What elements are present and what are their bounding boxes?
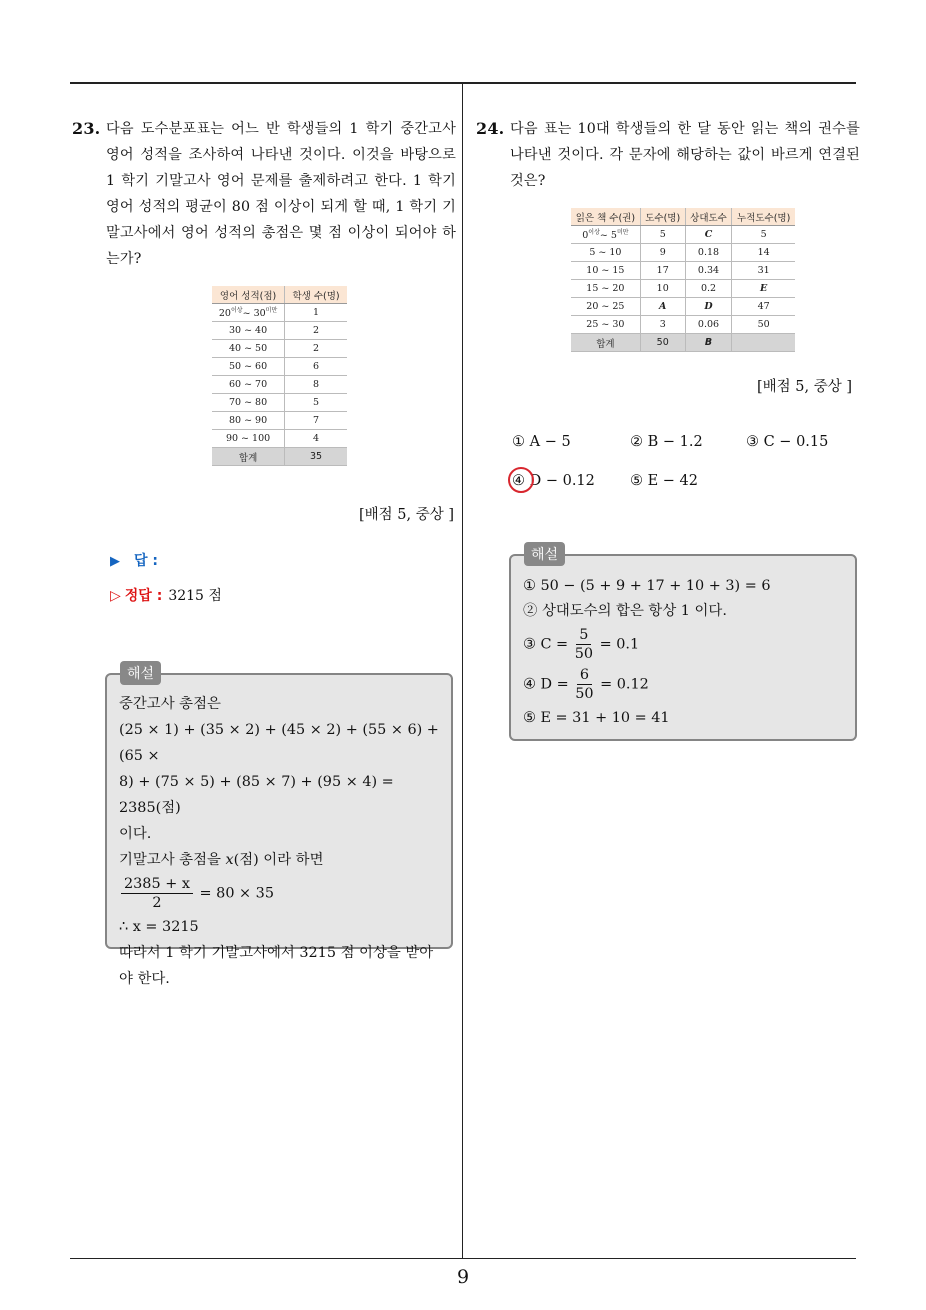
table-cell: E xyxy=(732,280,795,298)
table-cell: B xyxy=(685,334,732,352)
table-cell: $20^{이상}\sim$ $30^{미만}$ xyxy=(212,304,285,322)
solution-line: 따라서 1 학기 기말고사에서 3215 점 이상을 받아 xyxy=(119,945,434,961)
table-row xyxy=(212,304,347,322)
table-cell: 50 xyxy=(640,334,685,352)
table-cell: C xyxy=(685,226,732,244)
table-cell: 47 xyxy=(732,298,795,316)
table-row xyxy=(571,280,795,298)
selected-answer-circle-icon xyxy=(508,467,534,493)
solution-tag: 해설 xyxy=(524,542,565,566)
table-cell: 35 xyxy=(285,448,347,466)
table-cell xyxy=(732,334,795,352)
score-difficulty: [배점 5, 중상 ] xyxy=(756,379,852,395)
table-cell: 4 xyxy=(285,430,347,448)
table-cell: 합계 xyxy=(571,334,640,352)
question-number: 24. xyxy=(476,119,505,138)
question-number: 23. xyxy=(72,119,101,138)
table-row xyxy=(212,358,347,376)
solution-line: ∴ x = 3215 xyxy=(119,919,199,935)
table-row xyxy=(571,262,795,280)
triangle-outline-icon: ▷ xyxy=(110,588,121,604)
table-header: 상대도수 xyxy=(685,208,732,226)
table-cell: 0.06 xyxy=(685,316,732,334)
solution-line: 이다. xyxy=(119,826,152,842)
table-row xyxy=(212,376,347,394)
solution-box xyxy=(509,554,857,741)
table-row xyxy=(571,298,795,316)
choice-3[interactable]: ③ C − 0.15 xyxy=(746,434,829,450)
table-row xyxy=(212,430,347,448)
table-cell: A xyxy=(640,298,685,316)
solution-line: ② 상대도수의 합은 항상 1 이다. xyxy=(523,603,727,619)
table-row xyxy=(212,394,347,412)
page-number: 9 xyxy=(456,1266,470,1288)
solution-fraction-line: $\frac{2385 + x}{2}$ = 80 × 35 xyxy=(119,875,451,912)
table-row xyxy=(212,322,347,340)
table-cell: 50 xyxy=(732,316,795,334)
table-cell: 31 xyxy=(732,262,795,280)
answer-label: 답 : xyxy=(134,553,158,569)
book-frequency-table xyxy=(571,208,795,352)
table-total-row xyxy=(212,448,347,466)
solution-line: 기말고사 총점을 x(점) 이라 하면 xyxy=(119,852,324,868)
table-total-row xyxy=(571,334,795,352)
table-cell: 25 ~ 30 xyxy=(571,316,640,334)
solution-line: 중간고사 총점은 xyxy=(119,696,221,712)
table-row xyxy=(571,244,795,262)
table-cell: 17 xyxy=(640,262,685,280)
table-cell: 2 xyxy=(285,322,347,340)
table-cell: 8 xyxy=(285,376,347,394)
table-header: 영어 성적(점) xyxy=(212,286,285,304)
choice-4[interactable]: ④ D − 0.12 xyxy=(512,473,595,489)
table-cell: $0^{이상}\sim$ $5^{미만}$ xyxy=(571,226,640,244)
table-header: 도수(명) xyxy=(640,208,685,226)
table-cell: 10 xyxy=(640,280,685,298)
solution-tag: 해설 xyxy=(120,661,161,685)
column-divider xyxy=(462,83,463,1258)
table-cell: 2 xyxy=(285,340,347,358)
table-cell: 합계 xyxy=(212,448,285,466)
table-cell: 6 xyxy=(285,358,347,376)
correct-answer-label: 정답 : xyxy=(124,588,163,604)
table-cell: 14 xyxy=(732,244,795,262)
table-cell: 1 xyxy=(285,304,347,322)
table-cell: 5 xyxy=(285,394,347,412)
triangle-icon: ▶ xyxy=(110,554,120,569)
solution-line: ① 50 − (5 + 9 + 17 + 10 + 3) = 6 xyxy=(523,578,771,594)
table-header: 학생 수(명) xyxy=(285,286,347,304)
table-cell: 0.34 xyxy=(685,262,732,280)
solution-line: 야 한다. xyxy=(119,971,170,987)
solution-fraction-line: ③ C = $\frac{5}{50}$ = 0.1 xyxy=(523,627,640,662)
table-cell: 50 ~ 60 xyxy=(212,358,285,376)
table-row xyxy=(212,412,347,430)
table-row xyxy=(212,340,347,358)
table-cell: 3 xyxy=(640,316,685,334)
solution-line: ⑤ E = 31 + 10 = 41 xyxy=(523,710,670,726)
table-cell: 20 ~ 25 xyxy=(571,298,640,316)
table-cell: 9 xyxy=(640,244,685,262)
table-cell: 0.2 xyxy=(685,280,732,298)
question-24 xyxy=(476,116,860,194)
correct-answer-row xyxy=(110,585,222,605)
bottom-rule xyxy=(70,1258,856,1259)
choice-5[interactable]: ⑤ E − 42 xyxy=(630,473,699,489)
question-text: 다음 도수분포표는 어느 반 학생들의 1 학기 중간고사 영어 성적을 조사하여 나타낸 것이다. 이것을 바탕으로 1 학기 기말고사 영어 문제를 출제하려고 한다. 1 학기 영어 성적의 평균이 80 점 이상이 되게 할 때, 1 학기 기말고사에서 영어 성적의 총점은 몇 점 이상이 되어야 하는가? xyxy=(106,121,456,267)
table-cell: 90 ~ 100 xyxy=(212,430,285,448)
answer-input-row[interactable] xyxy=(110,550,158,570)
solution-box xyxy=(105,673,453,987)
table-cell: D xyxy=(685,298,732,316)
table-cell: 30 ~ 40 xyxy=(212,322,285,340)
question-23 xyxy=(72,116,456,272)
table-cell: 5 xyxy=(640,226,685,244)
table-cell: 40 ~ 50 xyxy=(212,340,285,358)
table-cell: 80 ~ 90 xyxy=(212,412,285,430)
table-header: 읽은 책 수(권) xyxy=(571,208,640,226)
choice-1[interactable]: ① A − 5 xyxy=(512,434,571,450)
table-cell: 5 ~ 10 xyxy=(571,244,640,262)
score-frequency-table xyxy=(212,286,347,466)
table-header: 누적도수(명) xyxy=(732,208,795,226)
table-cell: 60 ~ 70 xyxy=(212,376,285,394)
solution-line: (25 × 1) + (35 × 2) + (45 × 2) + (55 × 6) + (65 × xyxy=(119,722,439,764)
table-row xyxy=(571,316,795,334)
correct-answer-value: 3215 점 xyxy=(168,588,222,604)
table-cell: 70 ~ 80 xyxy=(212,394,285,412)
solution-fraction-line: ④ D = $\frac{6}{50}$ = 0.12 xyxy=(523,667,649,702)
choice-2[interactable]: ② B − 1.2 xyxy=(630,434,703,450)
table-row xyxy=(571,226,795,244)
question-text: 다음 표는 10대 학생들의 한 달 동안 읽는 책의 권수를 나타낸 것이다. 각 문자에 해당하는 값이 바르게 연결된 것은? xyxy=(510,121,860,189)
table-cell: 15 ~ 20 xyxy=(571,280,640,298)
solution-line: 8) + (75 × 5) + (85 × 7) + (95 × 4) = 2385(점) xyxy=(119,774,394,816)
top-rule xyxy=(70,82,856,84)
table-cell: 7 xyxy=(285,412,347,430)
table-cell: 10 ~ 15 xyxy=(571,262,640,280)
table-cell: 5 xyxy=(732,226,795,244)
table-cell: 0.18 xyxy=(685,244,732,262)
score-difficulty: [배점 5, 중상 ] xyxy=(358,507,454,523)
